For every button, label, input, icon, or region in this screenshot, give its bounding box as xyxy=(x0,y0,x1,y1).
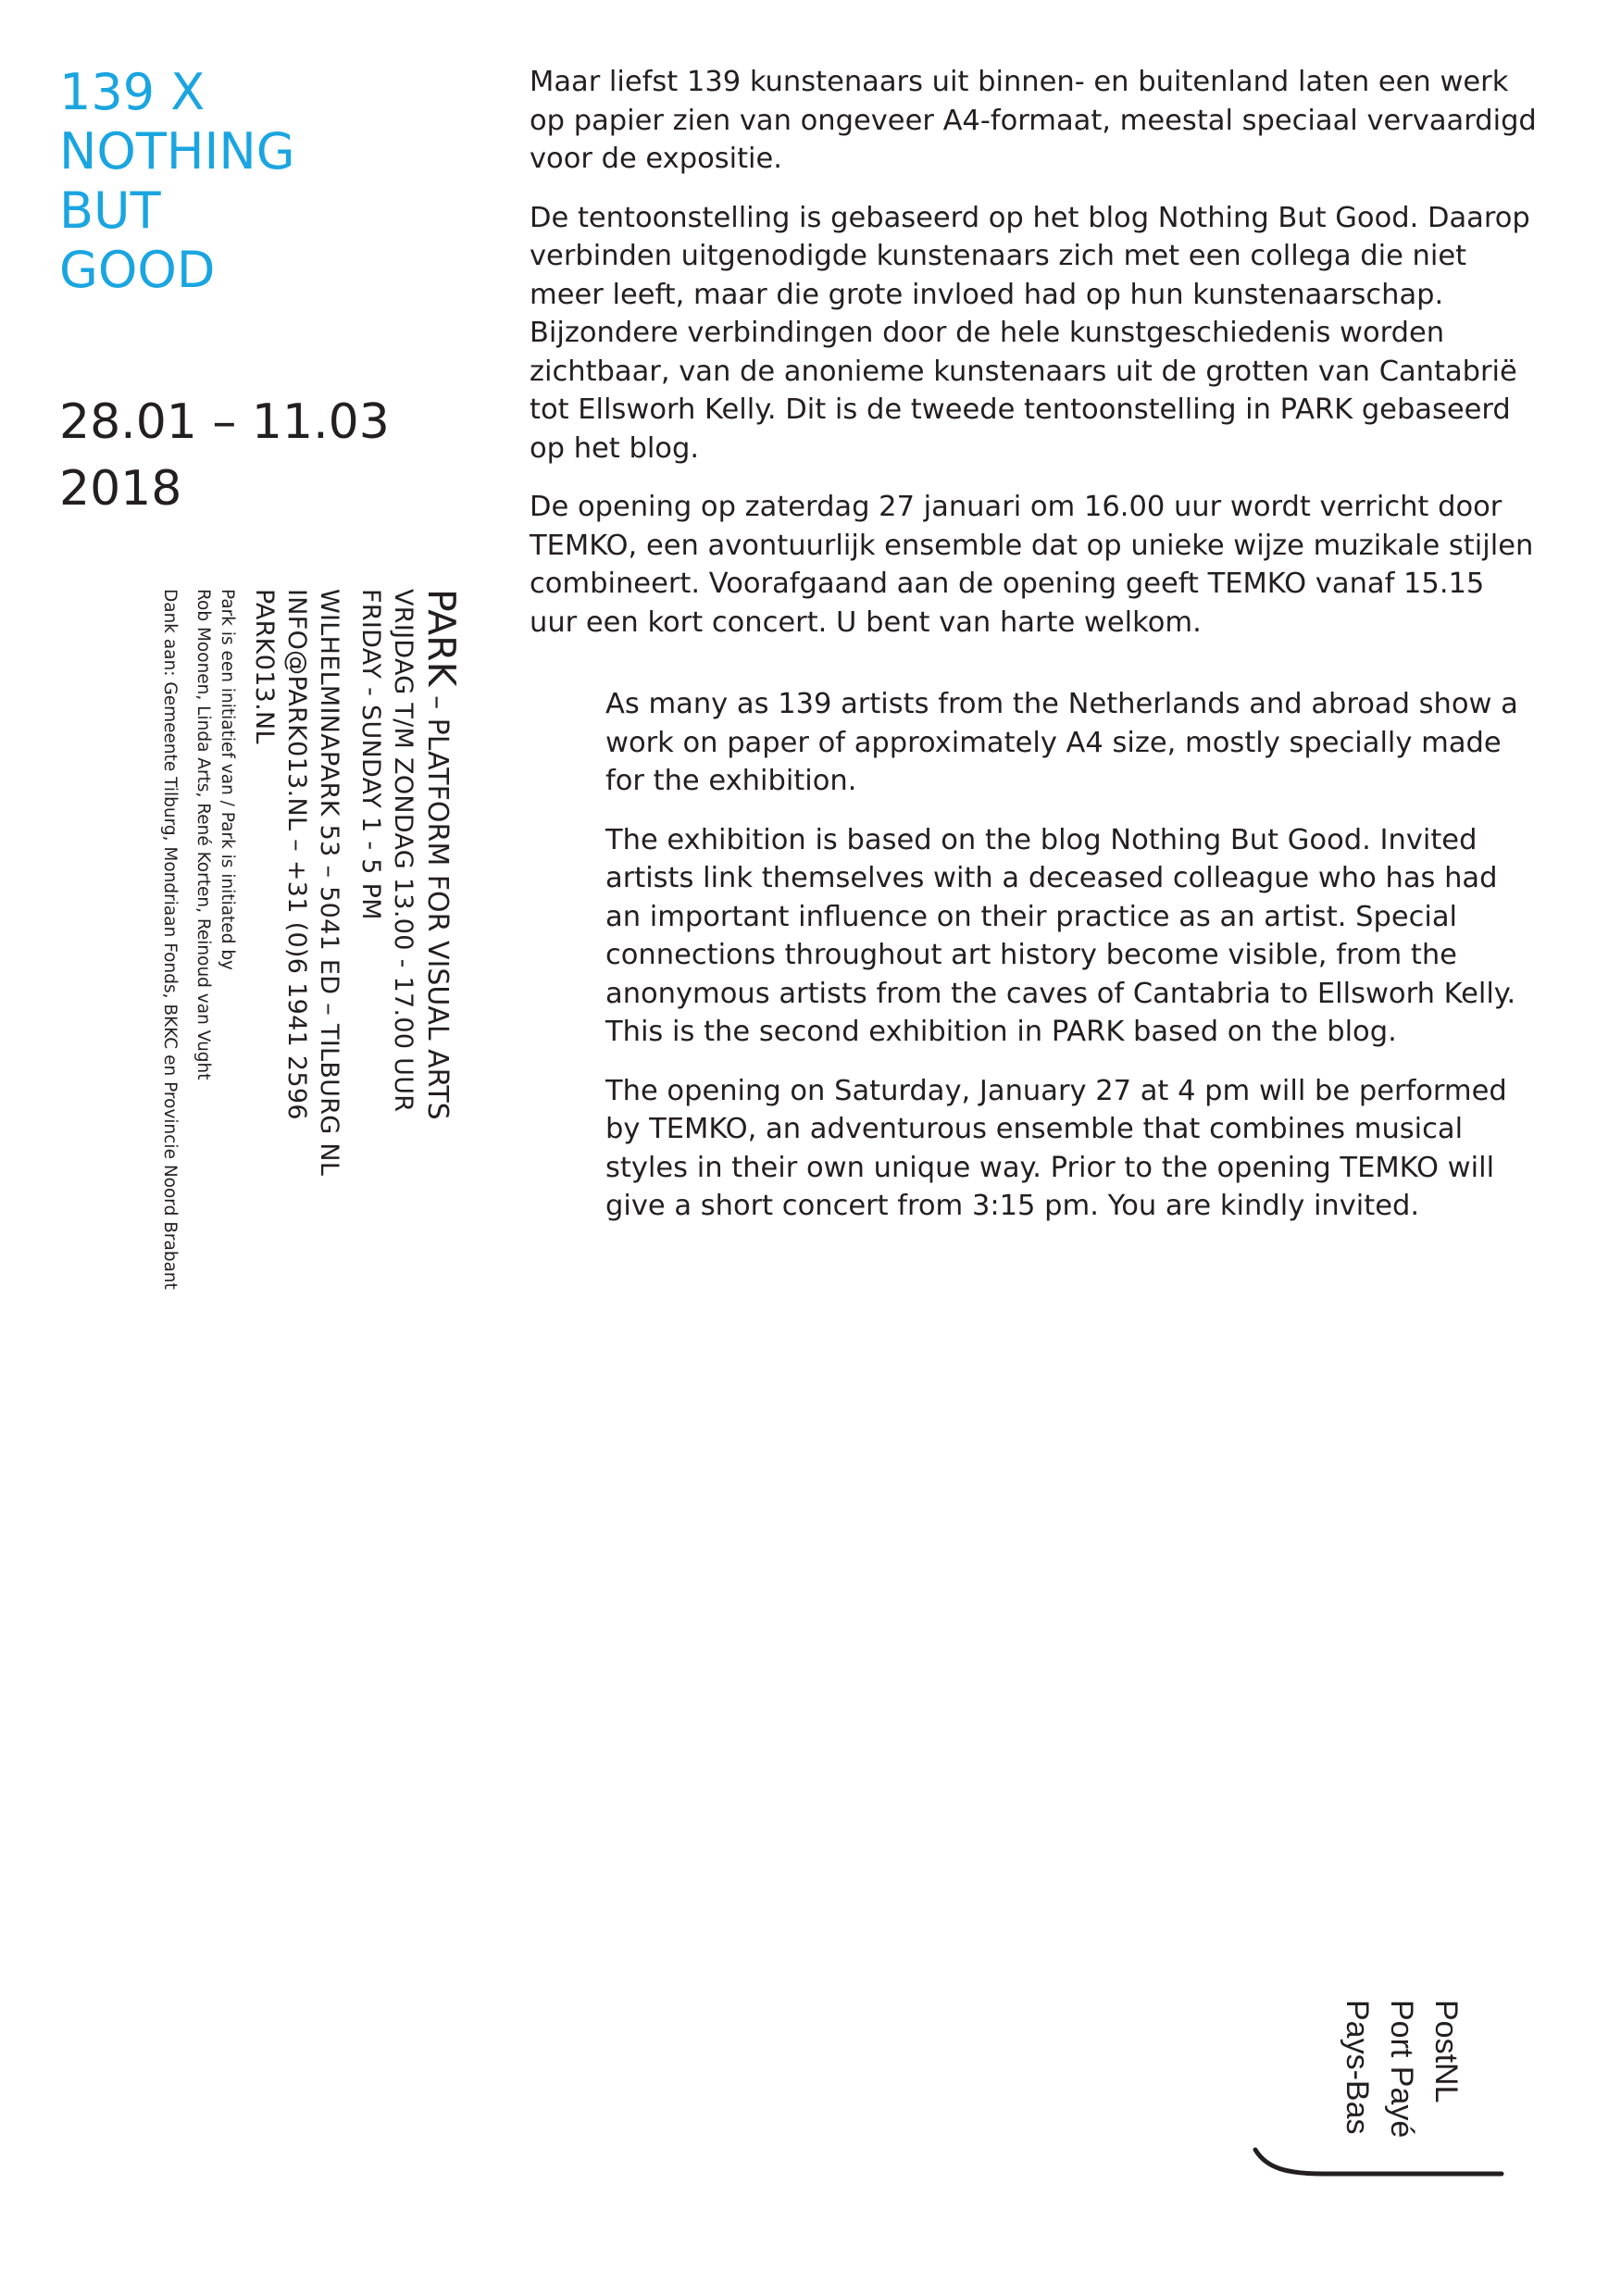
title-line: GOOD xyxy=(59,241,216,299)
paragraph: De opening op zaterdag 27 januari om 16.00 uur wordt verricht door TEMKO, een avontuurlijk ensemble dat op unieke wijze muzikale stijlen combineert. Voorafgaand aan de opening geeft TEMKO vanaf 15.15 uur een kort concert. U bent van harte welkom. xyxy=(530,491,1534,639)
postage-line: PostNL xyxy=(1428,2000,1464,2103)
dutch-description xyxy=(530,63,1539,662)
paragraph: The exhibition is based on the blog Nothing But Good. Invited artists link themselves with a deceased colleague who has had an important influence on their practice as an artist. Special connections throughout art history become visible, from the anonymous artists from the caves of Cantabria to Ellsworh Kelly. This is the second exhibition in PARK based on the blog. xyxy=(605,823,1516,1048)
title-line: NOTHING xyxy=(59,122,295,181)
initiated-by: Park is een initiatief van / Park is initiated by xyxy=(218,589,237,971)
opening-hours-nl: VRIJDAG T/M ZONDAG 13.00 - 17.00 UUR xyxy=(389,589,418,1113)
postage-mark xyxy=(1335,2000,1468,2138)
venue-info xyxy=(157,589,464,1290)
title-line: 139 X xyxy=(59,63,206,121)
paragraph: As many as 139 artists from the Netherlands and abroad show a work on paper of approximately A4 size, mostly specially made for the exhibition. xyxy=(605,688,1518,797)
paragraph: De tentoonstelling is gebaseerd op het blog Nothing But Good. Daarop verbinden uitgenodigde kunstenaars zich met een collega die niet meer leeft, maar die grote invloed had op hun kunstenaarschap. Bijzondere verbindingen door de hele kunstgeschiedenis worden zichtbaar, van de anonieme kunstenaars uit de grotten van Cantabrië tot Ellsworh Kelly. Dit is de tweede tentoonstelling in PARK gebaseerd op het blog. xyxy=(530,201,1530,465)
paragraph: The opening on Saturday, January 27 at 4 pm will be performed by TEMKO, an adventurous ensemble that combines musical styles in their own unique way. Prior to the opening TEMKO will give a short concert from 3:15 pm. You are kindly invited. xyxy=(605,1074,1507,1222)
paragraph: Maar liefst 139 kunstenaars uit binnen- en buitenland laten een werk op papier zien van ongeveer A4-formaat, meestal speciaal vervaardigd voor de expositie. xyxy=(530,66,1537,175)
contact: INFO@PARK013.NL – +31 (0)6 1941 2596 xyxy=(282,589,311,1120)
title-line: BUT xyxy=(59,181,161,240)
date-range: 28.01 – 11.03 xyxy=(59,394,390,450)
postage-line: Pays-Bas xyxy=(1340,2000,1375,2135)
address: WILHELMINAPARK 53 – 5041 ED – TILBURG NL xyxy=(315,589,343,1177)
website: PARK013.NL xyxy=(250,589,279,744)
park-name: PARK xyxy=(419,589,464,687)
exhibition-dates xyxy=(59,389,390,522)
english-description xyxy=(605,685,1531,1246)
exhibition-title xyxy=(59,63,295,300)
park-tagline: – PLATFORM FOR VISUAL ARTS xyxy=(421,686,454,1120)
initiators: Rob Moonen, Linda Arts, René Korten, Reinoud van Vught xyxy=(193,589,213,1080)
date-year: 2018 xyxy=(59,461,182,517)
thanks: Dank aan: Gemeente Tilburg, Mondriaan Fonds, BKKC en Provincie Noord Brabant xyxy=(160,589,180,1290)
park-heading xyxy=(419,589,464,1290)
postnl-swoosh-icon xyxy=(1250,2140,1509,2187)
postage-line: Port Payé xyxy=(1384,2000,1419,2139)
opening-hours-en: FRIDAY - SUNDAY 1 - 5 PM xyxy=(356,589,385,920)
